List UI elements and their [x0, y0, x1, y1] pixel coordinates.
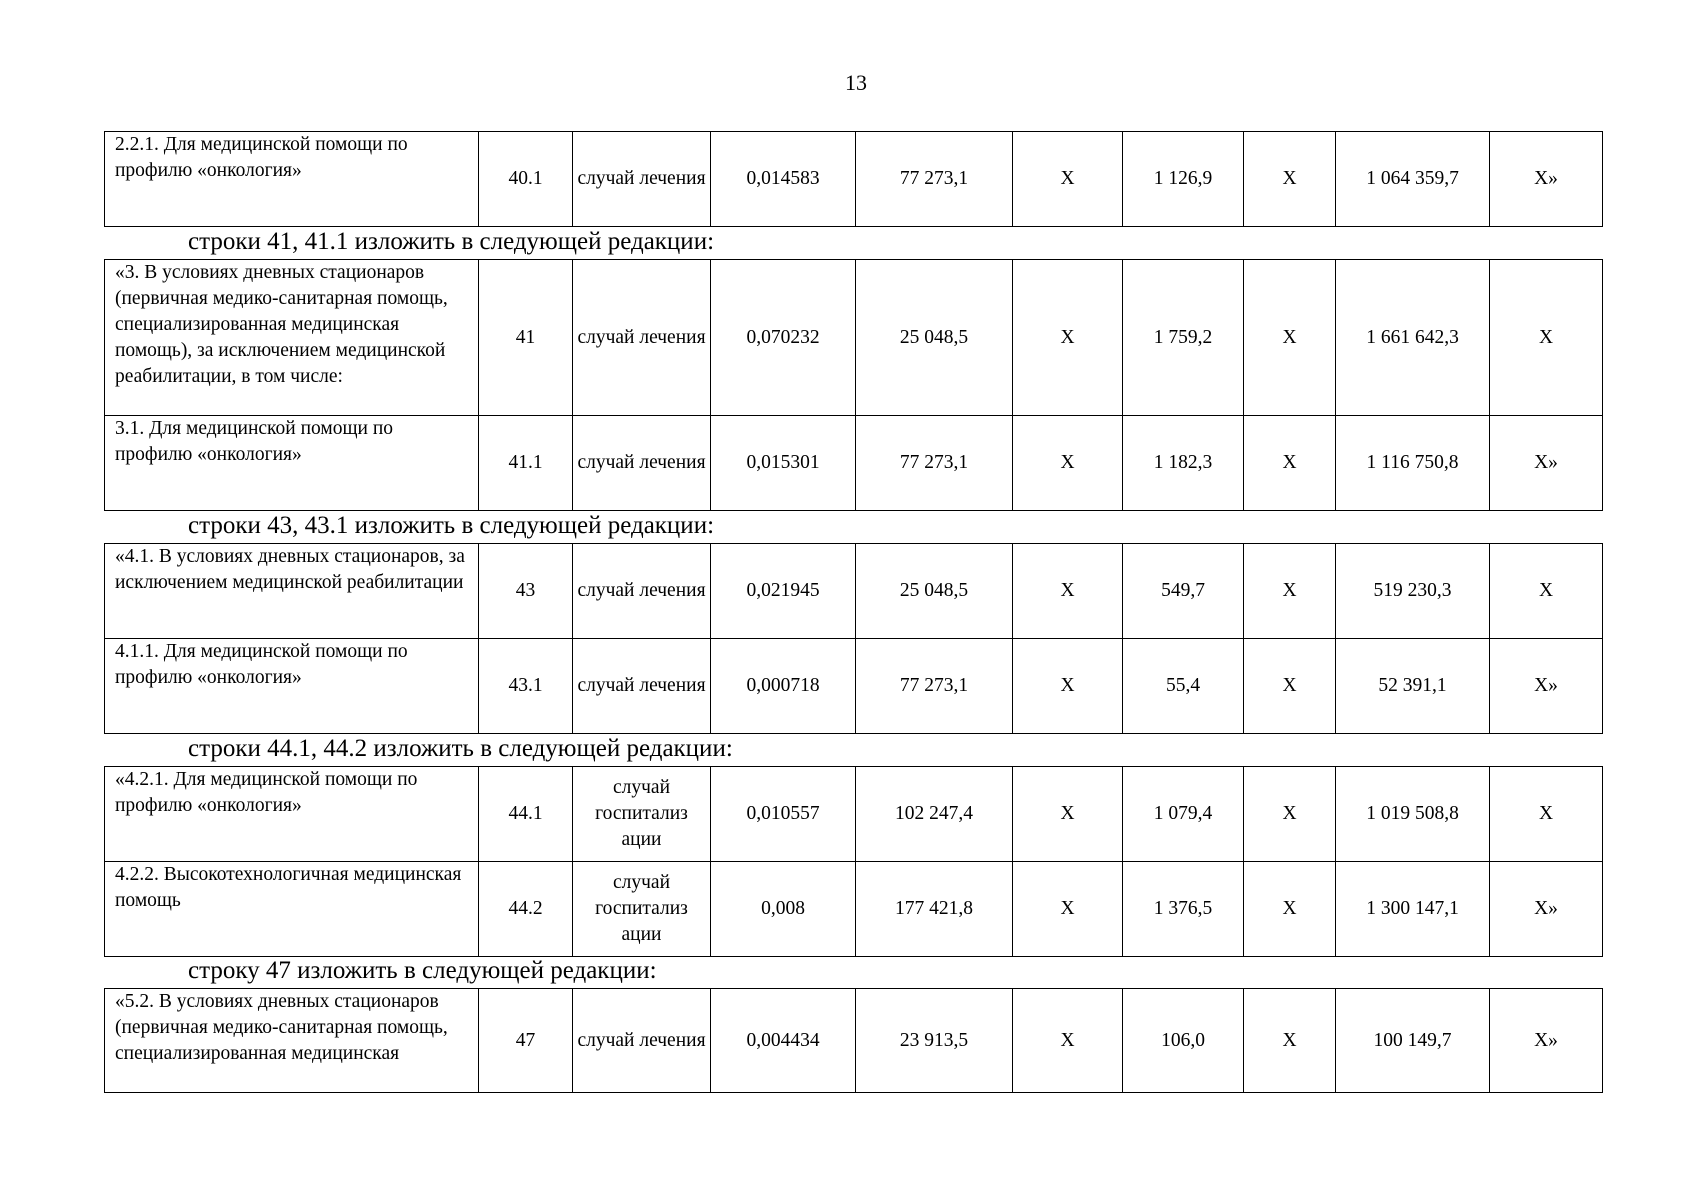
row-col7: 1 182,3 — [1123, 416, 1244, 511]
row-col7: 1 376,5 — [1123, 862, 1244, 957]
row-unit: случай лечения — [573, 260, 711, 416]
row-name: 3.1. Для медицинской помощи по профилю «онкология» — [105, 416, 479, 511]
row-code: 43 — [479, 544, 573, 639]
row-col10: Х — [1490, 260, 1603, 416]
row-col8: Х — [1244, 260, 1336, 416]
row-code: 41 — [479, 260, 573, 416]
row-col9: 1 064 359,7 — [1336, 132, 1490, 227]
row-cost: 23 913,5 — [856, 989, 1013, 1093]
row-code: 40.1 — [479, 132, 573, 227]
amendment-table-5 — [104, 988, 1602, 1093]
table — [104, 988, 1603, 1093]
row-col6: Х — [1013, 989, 1123, 1093]
table-row — [105, 862, 1603, 957]
row-col6: Х — [1013, 639, 1123, 734]
row-col8: Х — [1244, 416, 1336, 511]
row-code: 43.1 — [479, 639, 573, 734]
table — [104, 543, 1603, 734]
table-row — [105, 544, 1603, 639]
table-row — [105, 260, 1603, 416]
row-col8: Х — [1244, 862, 1336, 957]
row-col9: 52 391,1 — [1336, 639, 1490, 734]
row-col6: Х — [1013, 862, 1123, 957]
row-cost: 77 273,1 — [856, 416, 1013, 511]
table-row — [105, 639, 1603, 734]
amendment-instruction-1: строки 41, 41.1 изложить в следующей редакции: — [188, 228, 715, 255]
row-unit: случай лечения — [573, 132, 711, 227]
row-col8: Х — [1244, 767, 1336, 862]
row-norm: 0,010557 — [711, 767, 856, 862]
row-col8: Х — [1244, 544, 1336, 639]
row-col8: Х — [1244, 989, 1336, 1093]
row-col9: 1 116 750,8 — [1336, 416, 1490, 511]
row-code: 47 — [479, 989, 573, 1093]
row-col6: Х — [1013, 544, 1123, 639]
row-col6: Х — [1013, 767, 1123, 862]
row-col7: 106,0 — [1123, 989, 1244, 1093]
row-unit: случай лечения — [573, 416, 711, 511]
table-row — [105, 132, 1603, 227]
row-col7: 1 079,4 — [1123, 767, 1244, 862]
row-cost: 77 273,1 — [856, 132, 1013, 227]
table — [104, 131, 1603, 227]
row-col9: 519 230,3 — [1336, 544, 1490, 639]
row-name: «3. В условиях дневных стационаров (первичная медико-санитарная помощь, специализированная медицинская помощь), за исключением медицинской реабилитации, в том числе: — [105, 260, 479, 416]
row-cost: 25 048,5 — [856, 544, 1013, 639]
row-code: 44.1 — [479, 767, 573, 862]
row-col8: Х — [1244, 639, 1336, 734]
row-col10: Х — [1490, 767, 1603, 862]
row-unit: случай госпитализ ации — [573, 767, 711, 862]
row-norm: 0,000718 — [711, 639, 856, 734]
row-col9: 100 149,7 — [1336, 989, 1490, 1093]
row-col6: Х — [1013, 416, 1123, 511]
row-col9: 1 019 508,8 — [1336, 767, 1490, 862]
row-name: «4.1. В условиях дневных стационаров, за исключением медицинской реабилитации — [105, 544, 479, 639]
amendment-table-4 — [104, 766, 1602, 957]
row-col8: Х — [1244, 132, 1336, 227]
row-code: 44.2 — [479, 862, 573, 957]
row-col9: 1 661 642,3 — [1336, 260, 1490, 416]
table — [104, 766, 1603, 957]
row-col10: Х» — [1490, 862, 1603, 957]
row-unit: случай лечения — [573, 989, 711, 1093]
table-row — [105, 989, 1603, 1093]
row-unit: случай лечения — [573, 544, 711, 639]
row-name: «4.2.1. Для медицинской помощи по профилю «онкология» — [105, 767, 479, 862]
row-cost: 77 273,1 — [856, 639, 1013, 734]
row-col7: 55,4 — [1123, 639, 1244, 734]
table-row — [105, 767, 1603, 862]
row-col6: Х — [1013, 132, 1123, 227]
amendment-instruction-4: строку 47 изложить в следующей редакции: — [188, 957, 657, 984]
row-name: 4.2.2. Высокотехнологичная медицинская помощь — [105, 862, 479, 957]
row-col7: 1 759,2 — [1123, 260, 1244, 416]
row-cost: 25 048,5 — [856, 260, 1013, 416]
row-norm: 0,004434 — [711, 989, 856, 1093]
row-col10: Х» — [1490, 989, 1603, 1093]
table — [104, 259, 1603, 511]
row-col10: Х» — [1490, 639, 1603, 734]
row-cost: 177 421,8 — [856, 862, 1013, 957]
row-norm: 0,015301 — [711, 416, 856, 511]
row-norm: 0,070232 — [711, 260, 856, 416]
row-unit: случай лечения — [573, 639, 711, 734]
page-number: 13 — [845, 70, 867, 95]
row-col7: 549,7 — [1123, 544, 1244, 639]
table-row — [105, 416, 1603, 511]
row-unit: случай госпитализ ации — [573, 862, 711, 957]
row-code: 41.1 — [479, 416, 573, 511]
row-norm: 0,008 — [711, 862, 856, 957]
row-col6: Х — [1013, 260, 1123, 416]
row-name: 2.2.1. Для медицинской помощи по профилю «онкология» — [105, 132, 479, 227]
row-col9: 1 300 147,1 — [1336, 862, 1490, 957]
amendment-instruction-2: строки 43, 43.1 изложить в следующей редакции: — [188, 512, 715, 539]
amendment-table-1 — [104, 131, 1602, 227]
amendment-table-2 — [104, 259, 1602, 511]
row-col7: 1 126,9 — [1123, 132, 1244, 227]
row-name: «5.2. В условиях дневных стационаров (первичная медико-санитарная помощь, специализированная медицинская — [105, 989, 479, 1093]
row-col10: Х — [1490, 544, 1603, 639]
row-col10: Х» — [1490, 416, 1603, 511]
row-cost: 102 247,4 — [856, 767, 1013, 862]
row-norm: 0,021945 — [711, 544, 856, 639]
amendment-instruction-3: строки 44.1, 44.2 изложить в следующей редакции: — [188, 735, 733, 762]
row-col10: Х» — [1490, 132, 1603, 227]
amendment-table-3 — [104, 543, 1602, 734]
row-name: 4.1.1. Для медицинской помощи по профилю «онкология» — [105, 639, 479, 734]
row-norm: 0,014583 — [711, 132, 856, 227]
